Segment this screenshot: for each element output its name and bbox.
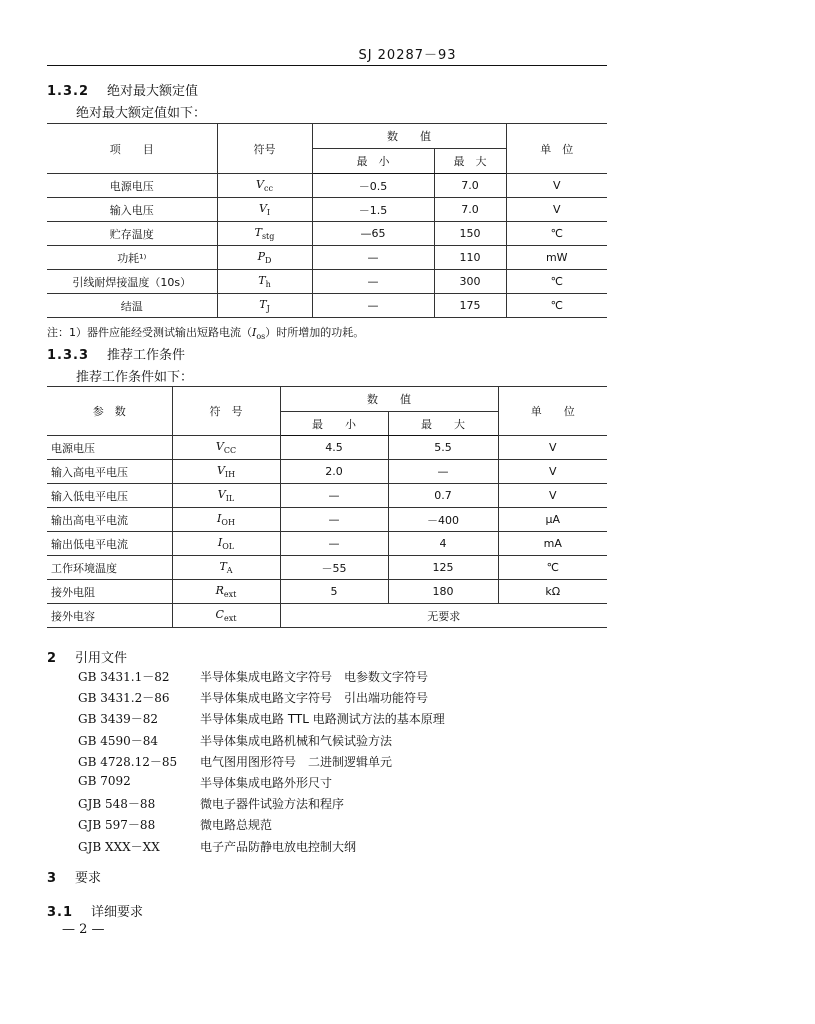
min-cell: －55 xyxy=(280,556,388,580)
reference-code: GB 3439－82 xyxy=(78,712,159,727)
reference-code: GJB XXX－XX xyxy=(78,839,160,854)
param-cell: 输入低电平电压 xyxy=(47,484,172,508)
section-title: 绝对最大额定值 xyxy=(107,84,199,99)
col-header-symbol: 符号 xyxy=(217,124,312,174)
item-cell: 电源电压 xyxy=(47,174,217,198)
reference-title: 半导体集成电路 TTL 电路测试方法的基本原理 xyxy=(200,712,445,727)
col-header-unit: 单 位 xyxy=(506,124,607,174)
min-cell: －0.5 xyxy=(312,174,434,198)
symbol-subscript: h xyxy=(265,280,271,290)
symbol-subscript: I xyxy=(266,208,271,218)
min-cell: －1.5 xyxy=(312,198,434,222)
symbol-letter: T xyxy=(254,225,262,239)
symbol-letter: T xyxy=(259,297,267,311)
symbol-subscript: OH xyxy=(221,518,235,528)
reference-title: 半导体集成电路外形尺寸 xyxy=(200,776,333,790)
symbol-subscript: stg xyxy=(261,232,275,242)
unit-cell: V xyxy=(498,436,607,460)
section-title: 引用文件 xyxy=(75,651,128,666)
unit-cell: V xyxy=(506,198,607,222)
reference-code: GJB 597－88 xyxy=(78,818,156,833)
unit-cell: ℃ xyxy=(506,222,607,246)
symbol-cell: $C_{ext}$ xyxy=(172,604,280,628)
symbol-cell xyxy=(172,532,280,556)
col-header-symbol: 符 号 xyxy=(172,387,280,436)
symbol-cell xyxy=(217,174,312,198)
symbol-subscript: ext xyxy=(223,590,237,600)
reference-title: 电气图用图形符号 二进制逻辑单元 xyxy=(200,754,393,769)
section-number: 3 xyxy=(47,871,58,886)
unit-cell: V xyxy=(498,484,607,508)
unit-cell: V xyxy=(498,460,607,484)
item-cell: 功耗¹⁾ xyxy=(47,246,217,270)
table-row xyxy=(47,294,607,318)
min-cell: — xyxy=(280,484,388,508)
absolute-max-ratings-rows xyxy=(47,174,607,318)
section-2-heading xyxy=(47,647,127,666)
max-cell: 5.5 xyxy=(388,436,498,460)
symbol-letter: R xyxy=(215,583,224,597)
unit-cell: ℃ xyxy=(506,294,607,318)
reference-title: 半导体集成电路文字符号 电参数文字符号 xyxy=(200,670,429,684)
param-cell: 输出高电平电流 xyxy=(47,508,172,532)
min-cell: —65 xyxy=(312,222,434,246)
col-header-max: 最 大 xyxy=(434,149,506,174)
symbol-letter: V xyxy=(215,439,224,453)
section-1-3-3-heading xyxy=(47,344,185,363)
reference-title: 电子产品防静电放电控制大纲 xyxy=(200,839,357,854)
table-row xyxy=(47,222,607,246)
symbol-cell xyxy=(172,436,280,460)
section-3-heading xyxy=(47,867,101,886)
unit-cell: kΩ xyxy=(498,580,607,604)
section-title: 详细要求 xyxy=(91,905,144,920)
reference-code: GB 4590－84 xyxy=(78,733,159,748)
param-cell: 输入高电平电压 xyxy=(47,460,172,484)
table-row xyxy=(47,556,607,580)
reference-title: 半导体集成电路机械和气候试验方法 xyxy=(200,733,393,748)
symbol-cell xyxy=(217,222,312,246)
recommended-operating-conditions-table xyxy=(47,386,607,628)
symbol-subscript: OL xyxy=(222,542,235,552)
symbol-letter: T xyxy=(219,559,227,573)
param-cell: 工作环境温度 xyxy=(47,556,172,580)
recommended-conditions-rows xyxy=(47,436,607,604)
item-cell: 贮存温度 xyxy=(47,222,217,246)
symbol-cell xyxy=(172,580,280,604)
symbol-cell xyxy=(172,484,280,508)
table-row xyxy=(47,436,607,460)
symbol-letter: I xyxy=(217,511,222,525)
symbol-cell xyxy=(172,460,280,484)
table-row xyxy=(47,604,607,628)
min-cell: 2.0 xyxy=(280,460,388,484)
symbol-cell xyxy=(172,556,280,580)
section-3-1-heading xyxy=(47,901,143,920)
section-number: 1.3.3 xyxy=(47,348,90,363)
document-number: SJ 20287－93 xyxy=(358,48,457,63)
unit-cell: V xyxy=(506,174,607,198)
max-cell: 0.7 xyxy=(388,484,498,508)
symbol-subscript: IH xyxy=(224,470,236,480)
section-number: 1.3.2 xyxy=(47,84,90,99)
symbol-subscript: CC xyxy=(223,446,237,456)
header-rule xyxy=(47,65,607,66)
unit-cell: μA xyxy=(498,508,607,532)
min-cell: — xyxy=(312,246,434,270)
reference-code: GB 3431.2－86 xyxy=(78,691,170,706)
table-row xyxy=(47,198,607,222)
reference-code: GB 7092 xyxy=(78,774,131,788)
reference-code: GB 4728.12－85 xyxy=(78,754,178,769)
symbol-subscript: cc xyxy=(263,184,273,194)
section-1-3-2-heading xyxy=(47,80,198,99)
symbol-cell xyxy=(172,508,280,532)
table-row xyxy=(47,246,607,270)
min-cell: — xyxy=(280,532,388,556)
item-cell: 结温 xyxy=(47,294,217,318)
unit-cell: ℃ xyxy=(498,556,607,580)
min-cell: — xyxy=(312,294,434,318)
max-cell: — xyxy=(388,460,498,484)
table-row xyxy=(47,174,607,198)
symbol-letter: V xyxy=(217,487,226,501)
symbol-letter: I xyxy=(217,535,223,549)
param-cell: 接外电阻 xyxy=(47,580,172,604)
min-cell: — xyxy=(312,270,434,294)
col-header-value: 数 值 xyxy=(312,124,506,149)
page-number: — 2 — xyxy=(62,922,105,937)
col-header-item: 项 目 xyxy=(47,124,217,174)
max-cell: －400 xyxy=(388,508,498,532)
item-cell: 引线耐焊接温度（10s） xyxy=(47,270,217,294)
max-cell: 175 xyxy=(434,294,506,318)
reference-title: 微电子器件试验方法和程序 xyxy=(200,797,345,812)
min-cell: — xyxy=(280,508,388,532)
symbol-cell xyxy=(217,294,312,318)
param-cell: 电源电压 xyxy=(47,436,172,460)
symbol-subscript: IL xyxy=(225,494,235,504)
symbol-letter: P xyxy=(257,249,265,263)
max-cell: 300 xyxy=(434,270,506,294)
table-row xyxy=(47,270,607,294)
symbol-letter: V xyxy=(256,177,264,191)
col-header-value: 数 值 xyxy=(280,387,498,412)
section-number: 2 xyxy=(47,651,58,666)
symbol-cell xyxy=(217,246,312,270)
reference-code: GJB 548－88 xyxy=(78,797,156,812)
table-row xyxy=(47,508,607,532)
reference-code: GB 3431.1－82 xyxy=(78,670,170,684)
table-footnote: 注：1）器件应能经受测试输出短路电流$(I_{os})$时所增加的功耗。 xyxy=(47,326,365,342)
item-cell: 输入电压 xyxy=(47,198,217,222)
section-title: 推荐工作条件 xyxy=(107,348,186,363)
max-cell: 7.0 xyxy=(434,198,506,222)
symbol-cell xyxy=(217,270,312,294)
symbol-subscript: D xyxy=(264,256,272,266)
symbol-letter: V xyxy=(216,463,225,477)
max-cell: 180 xyxy=(388,580,498,604)
section-number: 3.1 xyxy=(47,905,74,920)
section-1-3-3-intro: 推荐工作条件如下： xyxy=(76,370,194,385)
max-cell: 150 xyxy=(434,222,506,246)
unit-cell: mW xyxy=(506,246,607,270)
symbol-letter: V xyxy=(258,201,267,215)
section-title: 要求 xyxy=(75,871,102,886)
section-1-3-2-intro: 绝对最大额定值如下： xyxy=(76,106,207,121)
reference-title: 半导体集成电路文字符号 引出端功能符号 xyxy=(200,691,429,706)
max-cell: 110 xyxy=(434,246,506,270)
reference-title: 微电路总规范 xyxy=(200,818,273,833)
symbol-letter: T xyxy=(258,273,266,287)
min-cell: 4.5 xyxy=(280,436,388,460)
unit-cell: ℃ xyxy=(506,270,607,294)
symbol-subscript: J xyxy=(266,304,270,314)
absolute-max-ratings-table xyxy=(47,123,607,318)
symbol-cell xyxy=(217,198,312,222)
col-header-unit: 单 位 xyxy=(498,387,607,436)
col-header-max: 最 大 xyxy=(388,412,498,436)
table-row xyxy=(47,484,607,508)
symbol-subscript: A xyxy=(226,566,233,576)
min-cell: 5 xyxy=(280,580,388,604)
table-row xyxy=(47,460,607,484)
col-header-min: 最 小 xyxy=(312,149,434,174)
col-header-param: 参 数 xyxy=(47,387,172,436)
param-cell: 输出低电平电流 xyxy=(47,532,172,556)
value-cell: 无要求 xyxy=(280,604,607,628)
max-cell: 4 xyxy=(388,532,498,556)
table-row xyxy=(47,532,607,556)
param-cell: 接外电容 xyxy=(47,604,172,628)
max-cell: 7.0 xyxy=(434,174,506,198)
col-header-min: 最 小 xyxy=(280,412,388,436)
max-cell: 125 xyxy=(388,556,498,580)
table-row xyxy=(47,580,607,604)
unit-cell: mA xyxy=(498,532,607,556)
